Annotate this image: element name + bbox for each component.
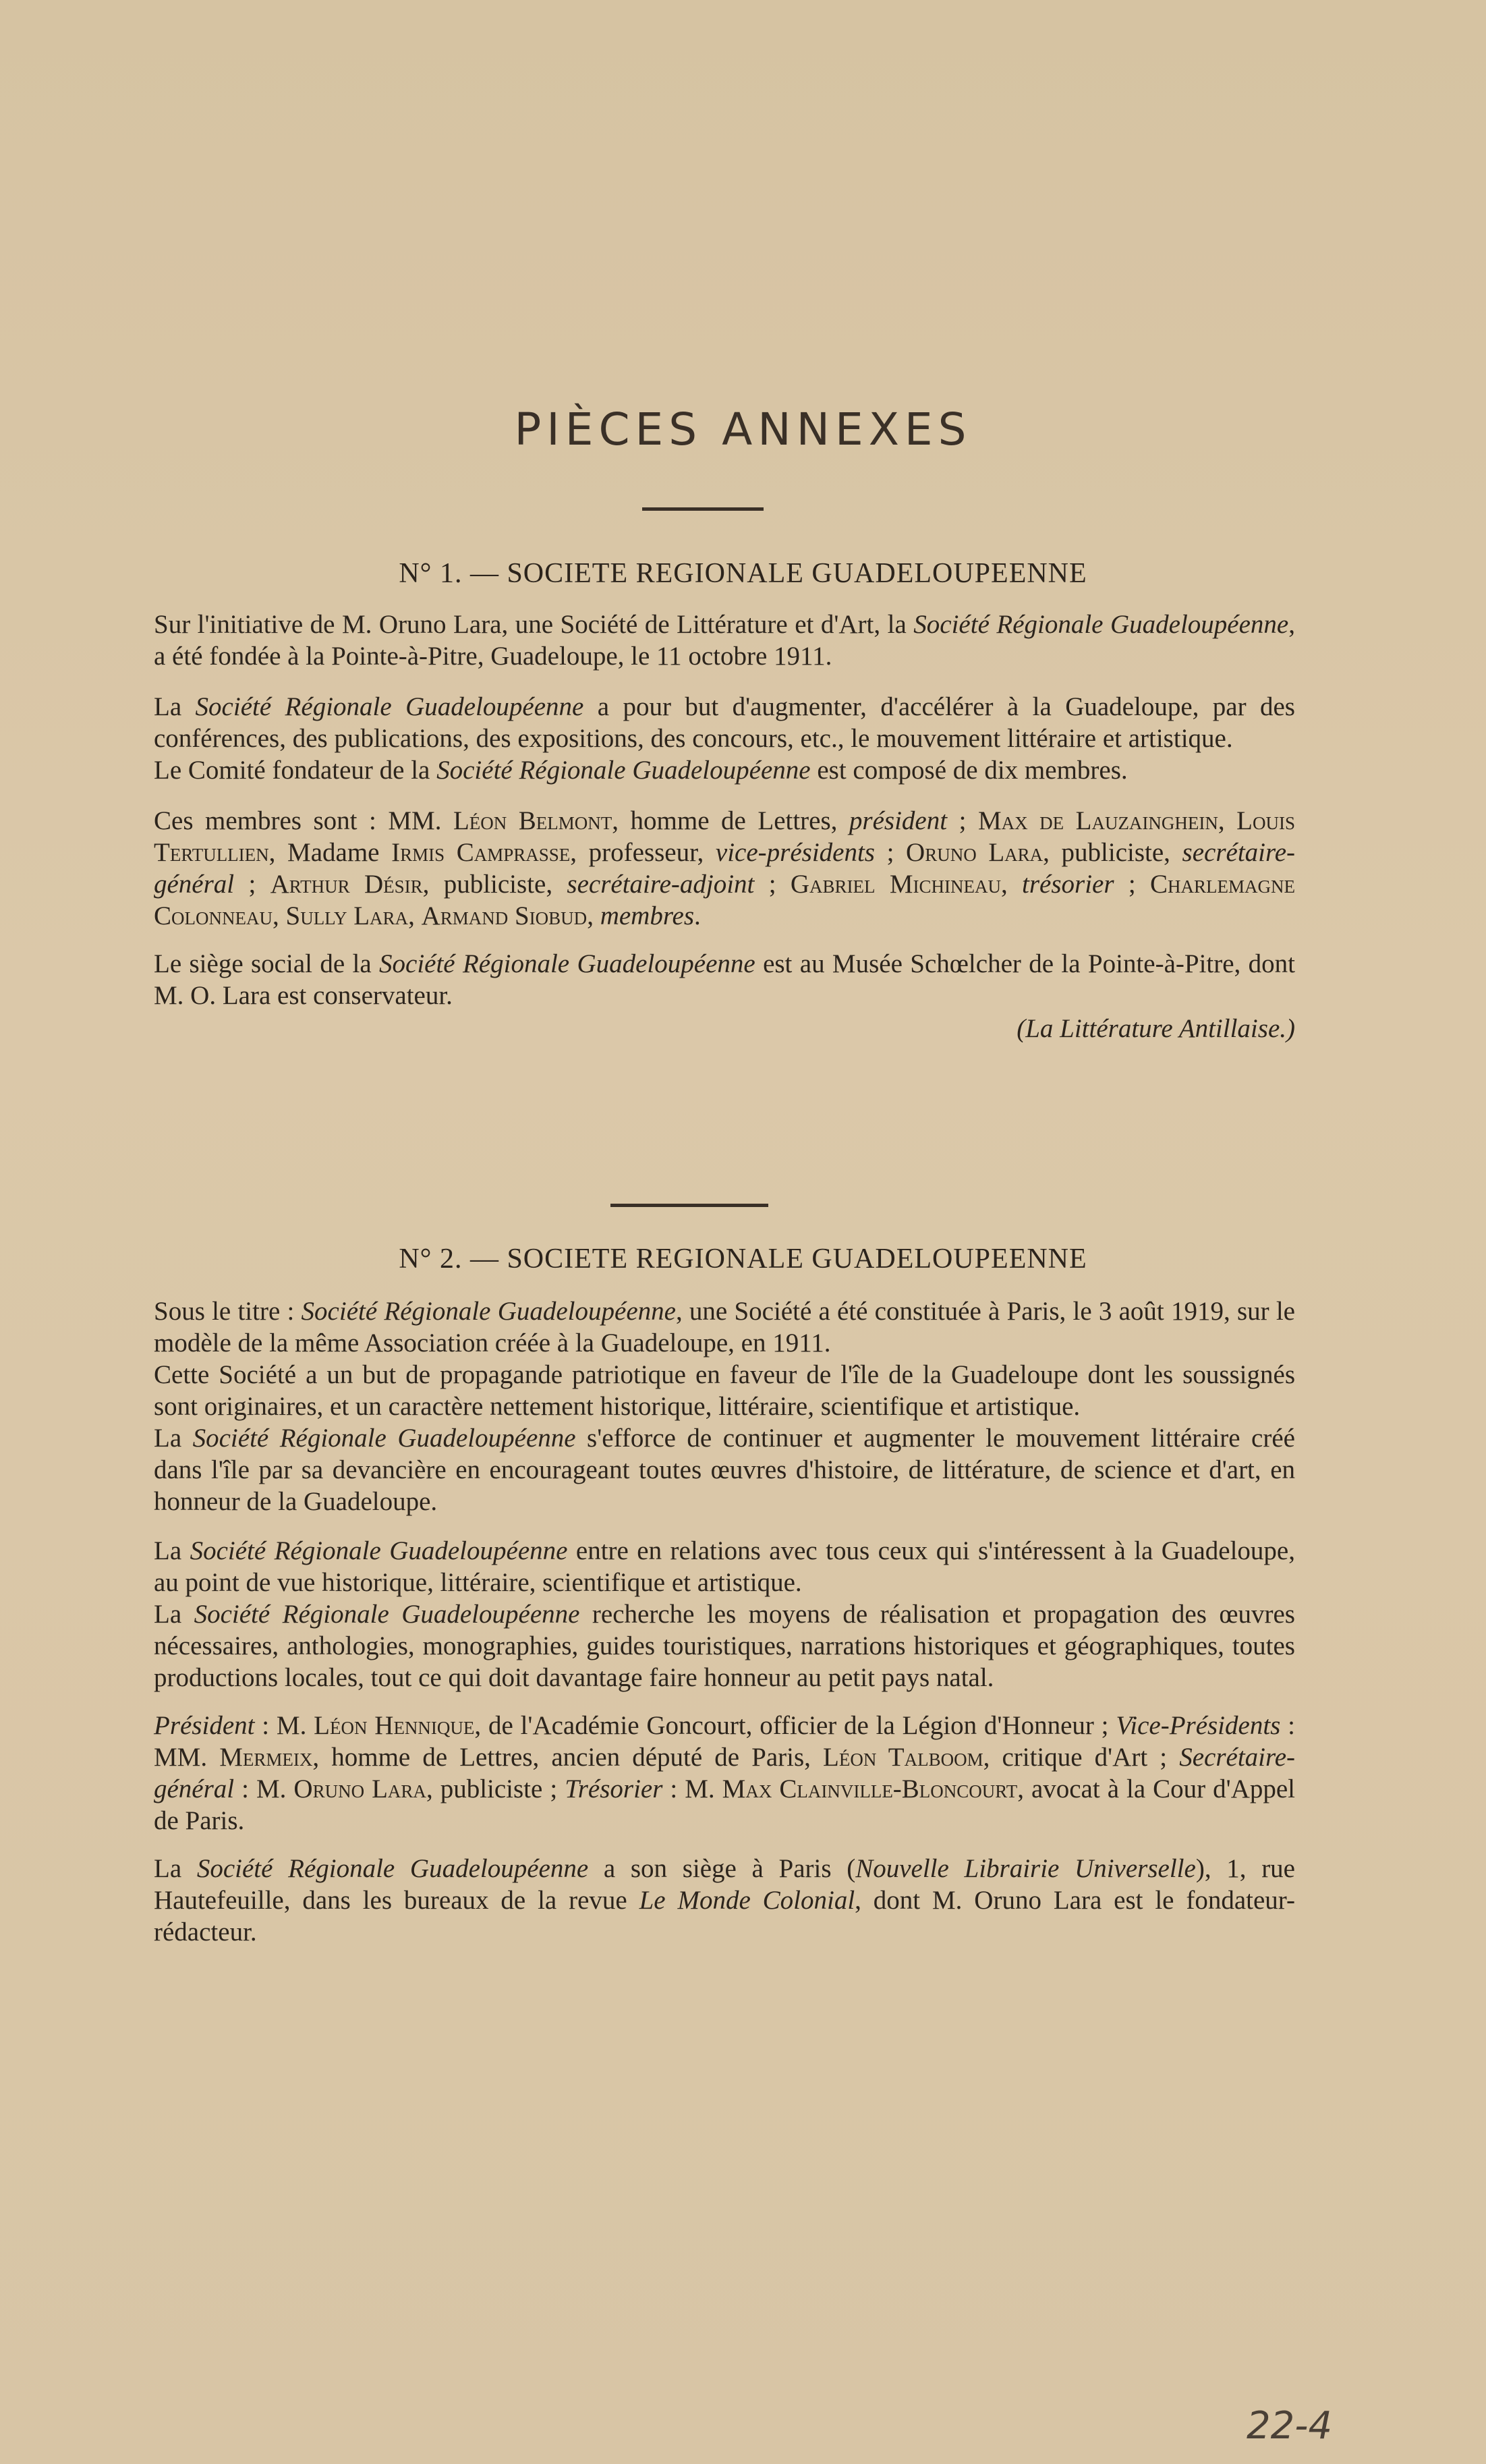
section-2-body [154,1295,1295,1948]
s1-paragraph-4: Ces membres sont : MM. Léon Belmont, homme de Lettres, président ; Max de Lauzainghein, Louis Tertullien, Madame Irmis Camprasse, professeur, vice-présidents ; Oruno Lara, publiciste, secrétaire-général ; Arthur Désir, publiciste, secrétaire-adjoint ; Gabriel Michineau, trésorier ; Charlemagne Colonneau, Sully Lara, Armand Siobud, membres. [154,806,1296,930]
s2-paragraph-6: Président : M. Léon Hennique, de l'Académie Goncourt, officier de la Légion d'Honneur ; Vice-Présidents : MM. Mermeix, homme de Lettres, ancien député de Paris, Léon Talboom, critique d'Art ; Secrétaire-général : M. Oruno Lara, publiciste ; Trésorier : M. Max Clainville-Bloncourt, avocat à la Cour d'Appel de Paris. [154,1711,1296,1835]
s1-paragraph-1: Sur l'initiative de M. Oruno Lara, une Société de Littérature et d'Art, la Société Régionale Guadeloupéenne, a été fondée à la Pointe-à-Pitre, Guadeloupe, le 11 octobre 1911. [154,610,1295,671]
section-1-body [154,609,1295,1044]
s1-paragraph-5: Le siège social de la Société Régionale Guadeloupéenne est au Musée Schœlcher de la Pointe-à-Pitre, dont M. O. Lara est conservateur. [154,949,1295,1010]
section-2-heading: N° 2. — SOCIETE REGIONALE GUADELOUPEENNE [399,1243,1087,1275]
s1-citation: (La Littérature Antillaise.) [1017,1014,1295,1043]
page-title: PIÈCES ANNEXES [514,403,972,455]
s2-paragraph-5: La Société Régionale Guadeloupéenne recherche les moyens de réalisation et propagation des œuvres nécessaires, anthologies, monographies, guides touristiques, narrations historiques et géographiques, toutes productions locales, tout ce qui doit davantage faire honneur au petit pays natal. [154,1600,1295,1692]
s2-paragraph-7: La Société Régionale Guadeloupéenne a son siège à Paris (Nouvelle Librairie Universelle), 1, rue Hautefeuille, dans les bureaux de la revue Le Monde Colonial, dont M. Oruno Lara est le fondateur-rédacteur. [154,1854,1295,1947]
section-rule [610,1204,768,1207]
s1-paragraph-3: Le Comité fondateur de la Société Régionale Guadeloupéenne est composé de dix membres. [154,756,1128,785]
section-1-heading: N° 1. — SOCIETE REGIONALE GUADELOUPEENNE [399,558,1087,589]
s2-paragraph-4: La Société Régionale Guadeloupéenne entre en relations avec tous ceux qui s'intéressent à la Guadeloupe, au point de vue historique, littéraire, scientifique et artistique. [154,1536,1295,1597]
handwritten-page-number: 22-4 [1247,2404,1333,2448]
s2-paragraph-2: Cette Société a un but de propagande patriotique en faveur de l'île de la Guadeloupe dont les soussignés sont originaires, et un caractère nettement historique, littéraire, scientifique et artistique. [154,1360,1295,1421]
title-rule [642,507,764,511]
s1-paragraph-2: La Société Régionale Guadeloupéenne a pour but d'augmenter, d'accélérer à la Guadeloupe, par des conférences, des publications, des expositions, des concours, etc., le mouvement littéraire et artistique. [154,692,1295,753]
s2-paragraph-3: La Société Régionale Guadeloupéenne s'efforce de continuer et augmenter le mouvement littéraire créé dans l'île par sa devancière en encourageant toutes œuvres d'histoire, de littérature, de science et d'art, en honneur de la Guadeloupe. [154,1424,1295,1516]
s2-paragraph-1: Sous le titre : Société Régionale Guadeloupéenne, une Société a été constituée à Paris, le 3 août 1919, sur le modèle de la même Association créée à la Guadeloupe, en 1911. [154,1297,1295,1357]
